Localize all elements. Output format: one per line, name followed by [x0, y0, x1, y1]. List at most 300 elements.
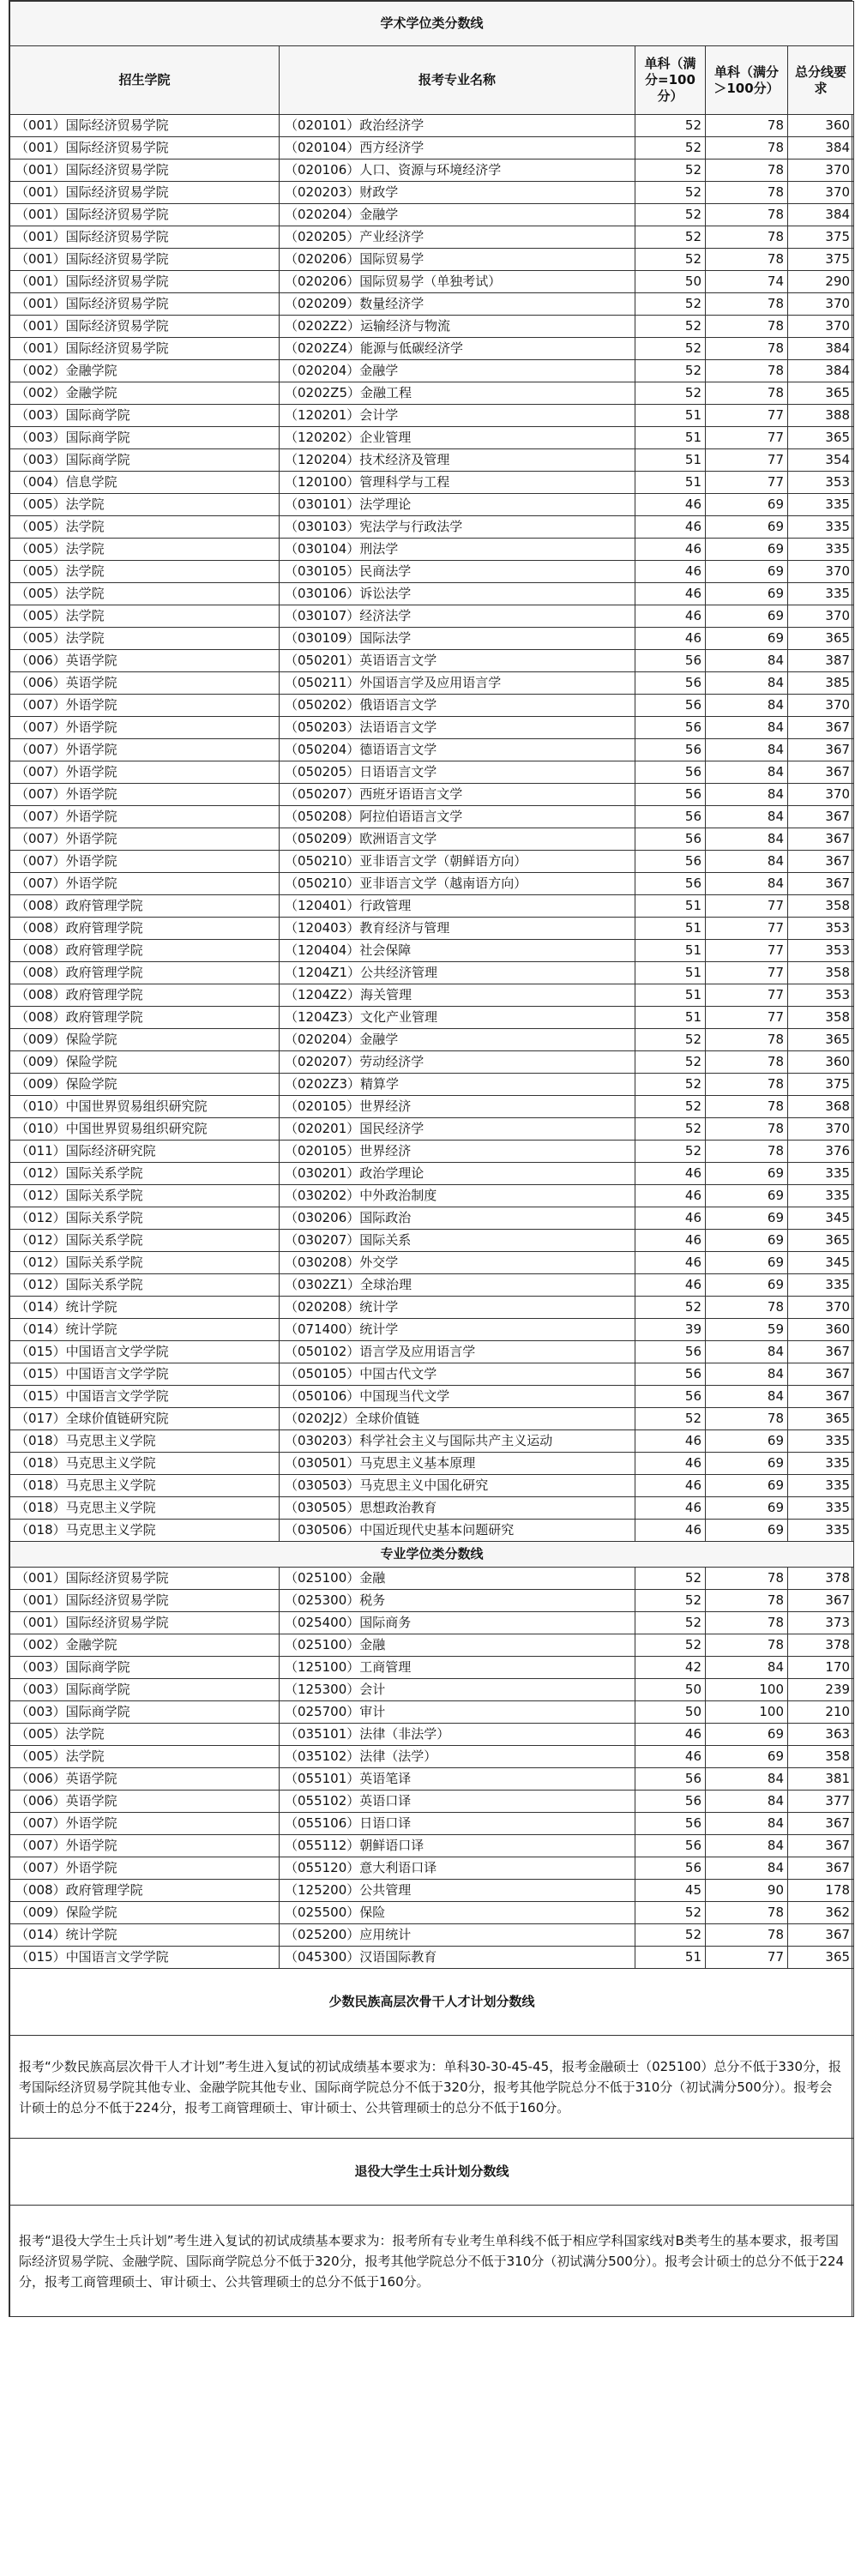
cell-college: （001）国际经济贸易学院: [10, 249, 280, 271]
table-row: [10, 137, 854, 159]
cell-total: 370: [788, 182, 854, 204]
cell-single-100: 46: [635, 1520, 706, 1542]
cell-major: （030105）民商法学: [280, 561, 635, 583]
cell-single-over-100: 69: [706, 583, 788, 605]
cell-total: 387: [788, 650, 854, 672]
cell-single-over-100: 84: [706, 1386, 788, 1408]
cell-college: （002）金融学院: [10, 1634, 280, 1657]
cell-single-over-100: 78: [706, 1141, 788, 1163]
table-row: [10, 784, 854, 806]
cell-single-100: 52: [635, 1141, 706, 1163]
cell-total: 370: [788, 784, 854, 806]
cell-total: 385: [788, 672, 854, 695]
cell-single-over-100: 69: [706, 1185, 788, 1207]
cell-single-100: 56: [635, 873, 706, 895]
table-row: [10, 405, 854, 427]
cell-total: 370: [788, 1118, 854, 1141]
cell-total: 384: [788, 338, 854, 360]
cell-total: 365: [788, 1029, 854, 1051]
cell-single-100: 46: [635, 1475, 706, 1497]
cell-college: （018）马克思主义学院: [10, 1430, 280, 1453]
veteran-section-title: 退役大学生士兵计划分数线: [10, 2139, 854, 2206]
cell-college: （018）马克思主义学院: [10, 1453, 280, 1475]
cell-total: 370: [788, 1297, 854, 1319]
cell-college: （003）国际商学院: [10, 427, 280, 449]
cell-single-100: 50: [635, 1679, 706, 1701]
cell-single-over-100: 78: [706, 1096, 788, 1118]
cell-single-over-100: 69: [706, 539, 788, 561]
cell-single-over-100: 69: [706, 1746, 788, 1768]
cell-total: 378: [788, 1568, 854, 1590]
cell-single-over-100: 90: [706, 1880, 788, 1902]
cell-single-over-100: 77: [706, 472, 788, 494]
cell-single-over-100: 77: [706, 405, 788, 427]
cell-single-over-100: 84: [706, 851, 788, 873]
cell-single-over-100: 77: [706, 918, 788, 940]
table-row: [10, 1319, 854, 1341]
cell-college: （005）法学院: [10, 539, 280, 561]
cell-single-over-100: 69: [706, 1520, 788, 1542]
table-row: [10, 650, 854, 672]
cell-college: （008）政府管理学院: [10, 962, 280, 984]
cell-major: （020206）国际贸易学: [280, 249, 635, 271]
cell-major: （0202J2）全球价值链: [280, 1408, 635, 1430]
cell-single-over-100: 77: [706, 1007, 788, 1029]
table-row: [10, 1297, 854, 1319]
table-row: [10, 1341, 854, 1363]
cell-major: （020105）世界经济: [280, 1096, 635, 1118]
cell-single-100: 56: [635, 806, 706, 828]
cell-total: 360: [788, 1051, 854, 1074]
cell-single-over-100: 69: [706, 605, 788, 628]
cell-major: （050202）俄语语言文学: [280, 695, 635, 717]
cell-major: （020104）西方经济学: [280, 137, 635, 159]
cell-college: （018）马克思主义学院: [10, 1475, 280, 1497]
cell-major: （120403）教育经济与管理: [280, 918, 635, 940]
cell-major: （0302Z1）全球治理: [280, 1274, 635, 1297]
cell-total: 373: [788, 1612, 854, 1634]
cell-single-over-100: 74: [706, 271, 788, 293]
table-row: [10, 1612, 854, 1634]
cell-major: （1204Z1）公共经济管理: [280, 962, 635, 984]
cell-major: （050106）中国现当代文学: [280, 1386, 635, 1408]
cell-college: （001）国际经济贸易学院: [10, 204, 280, 226]
cell-single-100: 56: [635, 1791, 706, 1813]
cell-single-100: 52: [635, 204, 706, 226]
table-row: [10, 382, 854, 405]
table-row: [10, 940, 854, 962]
cell-major: （0202Z4）能源与低碳经济学: [280, 338, 635, 360]
cell-college: （012）国际关系学院: [10, 1207, 280, 1230]
cell-single-100: 52: [635, 1568, 706, 1590]
cell-college: （006）英语学院: [10, 1791, 280, 1813]
cell-college: （007）外语学院: [10, 717, 280, 739]
cell-total: 370: [788, 159, 854, 182]
cell-total: 178: [788, 1880, 854, 1902]
veteran-note-row: [10, 2206, 854, 2317]
table-row: [10, 249, 854, 271]
table-row: [10, 1520, 854, 1542]
cell-major: （025200）应用统计: [280, 1924, 635, 1947]
cell-major: （050204）德语语言文学: [280, 739, 635, 761]
cell-major: （020105）世界经济: [280, 1141, 635, 1163]
cell-single-100: 52: [635, 382, 706, 405]
cell-total: 358: [788, 962, 854, 984]
cell-single-over-100: 84: [706, 672, 788, 695]
table-row: [10, 449, 854, 472]
table-row: [10, 1074, 854, 1096]
cell-college: （007）外语学院: [10, 1813, 280, 1835]
cell-single-100: 46: [635, 628, 706, 650]
cell-single-100: 56: [635, 1386, 706, 1408]
cell-single-over-100: 78: [706, 293, 788, 316]
cell-major: （020205）产业经济学: [280, 226, 635, 249]
table-row: [10, 293, 854, 316]
cell-total: 360: [788, 1319, 854, 1341]
cell-major: （020204）金融学: [280, 204, 635, 226]
header-single-100: 单科（满分=100分）: [635, 46, 706, 115]
cell-college: （012）国际关系学院: [10, 1252, 280, 1274]
table-row: [10, 1724, 854, 1746]
cell-total: 335: [788, 1453, 854, 1475]
cell-single-over-100: 69: [706, 1724, 788, 1746]
table-row: [10, 427, 854, 449]
cell-single-100: 51: [635, 984, 706, 1007]
cell-single-over-100: 78: [706, 1297, 788, 1319]
cell-single-100: 42: [635, 1657, 706, 1679]
cell-single-100: 51: [635, 895, 706, 918]
cell-major: （050102）语言学及应用语言学: [280, 1341, 635, 1363]
cell-single-100: 46: [635, 494, 706, 516]
table-row: [10, 1924, 854, 1947]
cell-major: （120204）技术经济及管理: [280, 449, 635, 472]
score-table-sheet: [9, 0, 852, 2317]
cell-total: 335: [788, 1497, 854, 1520]
cell-college: （005）法学院: [10, 1724, 280, 1746]
cell-total: 384: [788, 360, 854, 382]
cell-college: （014）统计学院: [10, 1924, 280, 1947]
cell-single-100: 52: [635, 1096, 706, 1118]
cell-major: （030101）法学理论: [280, 494, 635, 516]
cell-major: （035102）法律（法学）: [280, 1746, 635, 1768]
cell-major: （125100）工商管理: [280, 1657, 635, 1679]
cell-single-100: 52: [635, 1029, 706, 1051]
cell-single-over-100: 78: [706, 1029, 788, 1051]
cell-college: （010）中国世界贸易组织研究院: [10, 1118, 280, 1141]
cell-single-over-100: 69: [706, 1274, 788, 1297]
cell-college: （001）国际经济贸易学院: [10, 338, 280, 360]
cell-single-100: 51: [635, 1007, 706, 1029]
cell-college: （008）政府管理学院: [10, 1007, 280, 1029]
cell-single-over-100: 69: [706, 1430, 788, 1453]
cell-single-100: 56: [635, 1835, 706, 1857]
cell-total: 335: [788, 1185, 854, 1207]
professional-rows: [10, 1568, 854, 1969]
cell-single-over-100: 78: [706, 338, 788, 360]
cell-college: （001）国际经济贸易学院: [10, 226, 280, 249]
cell-major: （025100）金融: [280, 1568, 635, 1590]
minority-note-row: [10, 2036, 854, 2139]
cell-college: （015）中国语言文学学院: [10, 1341, 280, 1363]
cell-single-over-100: 69: [706, 516, 788, 539]
cell-single-over-100: 84: [706, 1341, 788, 1363]
cell-single-over-100: 84: [706, 761, 788, 784]
cell-single-100: 52: [635, 1051, 706, 1074]
table-row: [10, 672, 854, 695]
veteran-section-title-row: [10, 2139, 854, 2206]
cell-college: （009）保险学院: [10, 1902, 280, 1924]
cell-single-over-100: 78: [706, 1051, 788, 1074]
cell-single-over-100: 78: [706, 137, 788, 159]
cell-total: 353: [788, 472, 854, 494]
cell-single-over-100: 78: [706, 1634, 788, 1657]
cell-total: 353: [788, 984, 854, 1007]
cell-single-100: 56: [635, 1813, 706, 1835]
cell-single-over-100: 77: [706, 984, 788, 1007]
cell-single-100: 52: [635, 293, 706, 316]
cell-college: （005）法学院: [10, 583, 280, 605]
cell-single-over-100: 100: [706, 1701, 788, 1724]
cell-total: 239: [788, 1679, 854, 1701]
cell-total: 367: [788, 717, 854, 739]
cell-major: （0202Z5）金融工程: [280, 382, 635, 405]
cell-single-over-100: 84: [706, 1857, 788, 1880]
cell-single-over-100: 69: [706, 494, 788, 516]
cell-college: （003）国际商学院: [10, 405, 280, 427]
cell-single-100: 56: [635, 1363, 706, 1386]
cell-college: （012）国际关系学院: [10, 1185, 280, 1207]
cell-single-100: 50: [635, 1701, 706, 1724]
cell-single-100: 51: [635, 449, 706, 472]
cell-college: （015）中国语言文学学院: [10, 1386, 280, 1408]
table-row: [10, 1453, 854, 1475]
professional-section-title-row: [10, 1542, 854, 1568]
table-row: [10, 561, 854, 583]
cell-major: （025700）审计: [280, 1701, 635, 1724]
cell-major: （055106）日语口译: [280, 1813, 635, 1835]
cell-total: 367: [788, 1835, 854, 1857]
cell-single-100: 46: [635, 1252, 706, 1274]
cell-major: （020206）国际贸易学（单独考试）: [280, 271, 635, 293]
cell-single-100: 52: [635, 1902, 706, 1924]
cell-major: （030103）宪法学与行政法学: [280, 516, 635, 539]
cell-single-over-100: 78: [706, 382, 788, 405]
cell-single-100: 46: [635, 1430, 706, 1453]
cell-college: （017）全球价值链研究院: [10, 1408, 280, 1430]
cell-single-100: 56: [635, 672, 706, 695]
table-row: [10, 472, 854, 494]
cell-single-100: 56: [635, 717, 706, 739]
cell-major: （045300）汉语国际教育: [280, 1947, 635, 1969]
cell-college: （015）中国语言文学学院: [10, 1363, 280, 1386]
cell-college: （003）国际商学院: [10, 1701, 280, 1724]
cell-college: （012）国际关系学院: [10, 1163, 280, 1185]
cell-single-over-100: 78: [706, 360, 788, 382]
cell-college: （010）中国世界贸易组织研究院: [10, 1096, 280, 1118]
cell-major: （050205）日语语言文学: [280, 761, 635, 784]
cell-college: （007）外语学院: [10, 806, 280, 828]
table-row: [10, 360, 854, 382]
cell-single-over-100: 69: [706, 1163, 788, 1185]
cell-single-over-100: 78: [706, 316, 788, 338]
cell-major: （030505）思想政治教育: [280, 1497, 635, 1520]
cell-major: （1204Z2）海关管理: [280, 984, 635, 1007]
cell-single-over-100: 84: [706, 1791, 788, 1813]
cell-total: 370: [788, 316, 854, 338]
cell-total: 375: [788, 226, 854, 249]
cell-total: 358: [788, 1007, 854, 1029]
cell-college: （014）统计学院: [10, 1319, 280, 1341]
cell-single-100: 52: [635, 115, 706, 137]
cell-single-over-100: 84: [706, 650, 788, 672]
cell-single-100: 56: [635, 1857, 706, 1880]
cell-single-over-100: 78: [706, 1902, 788, 1924]
cell-total: 354: [788, 449, 854, 472]
table-row: [10, 204, 854, 226]
table-row: [10, 539, 854, 561]
veteran-note-text: 报考“退役大学生士兵计划”考生进入复试的初试成绩基本要求为：报考所有专业考生单科线不低于相应学科国家线对B类考生的基本要求，报考国际经济贸易学院、金融学院、国际商学院总分不低于320分，报考其他学院总分不低于310分（初试满分500分）。报考会计硕士的总分不低于224分，报考工商管理硕士、审计硕士、公共管理硕士的总分不低于160分。: [10, 2206, 854, 2317]
cell-major: （030109）国际法学: [280, 628, 635, 650]
cell-total: 367: [788, 806, 854, 828]
cell-single-over-100: 84: [706, 1813, 788, 1835]
cell-single-100: 56: [635, 739, 706, 761]
cell-total: 381: [788, 1768, 854, 1791]
cell-college: （011）国际经济研究院: [10, 1141, 280, 1163]
cell-single-100: 52: [635, 1408, 706, 1430]
cell-major: （050209）欧洲语言文学: [280, 828, 635, 851]
cell-college: （003）国际商学院: [10, 449, 280, 472]
cell-college: （003）国际商学院: [10, 1657, 280, 1679]
cell-single-over-100: 78: [706, 182, 788, 204]
cell-single-over-100: 69: [706, 1207, 788, 1230]
cell-single-100: 52: [635, 1118, 706, 1141]
cell-total: 335: [788, 1520, 854, 1542]
cell-major: （120401）行政管理: [280, 895, 635, 918]
cell-single-100: 51: [635, 427, 706, 449]
table-row: [10, 1768, 854, 1791]
cell-major: （050211）外国语言学及应用语言学: [280, 672, 635, 695]
cell-college: （003）国际商学院: [10, 1679, 280, 1701]
table-row: [10, 1791, 854, 1813]
table-row: [10, 1386, 854, 1408]
cell-college: （008）政府管理学院: [10, 918, 280, 940]
table-row: [10, 628, 854, 650]
cell-total: 335: [788, 1475, 854, 1497]
cell-college: （014）统计学院: [10, 1297, 280, 1319]
table-row: [10, 226, 854, 249]
cell-total: 367: [788, 851, 854, 873]
cell-total: 365: [788, 382, 854, 405]
cell-single-over-100: 84: [706, 695, 788, 717]
table-row: [10, 1701, 854, 1724]
cell-single-over-100: 69: [706, 628, 788, 650]
cell-college: （001）国际经济贸易学院: [10, 159, 280, 182]
cell-college: （012）国际关系学院: [10, 1230, 280, 1252]
cell-college: （018）马克思主义学院: [10, 1497, 280, 1520]
cell-total: 388: [788, 405, 854, 427]
table-row: [10, 895, 854, 918]
cell-single-over-100: 78: [706, 226, 788, 249]
cell-total: 365: [788, 628, 854, 650]
table-row: [10, 1835, 854, 1857]
cell-major: （071400）统计学: [280, 1319, 635, 1341]
cell-major: （030208）外交学: [280, 1252, 635, 1274]
table-row: [10, 605, 854, 628]
cell-major: （050105）中国古代文学: [280, 1363, 635, 1386]
table-row: [10, 1947, 854, 1969]
table-row: [10, 1902, 854, 1924]
cell-single-over-100: 78: [706, 1408, 788, 1430]
cell-total: 335: [788, 1163, 854, 1185]
cell-major: （050203）法语语言文学: [280, 717, 635, 739]
cell-single-100: 52: [635, 137, 706, 159]
cell-college: （001）国际经济贸易学院: [10, 1568, 280, 1590]
table-row: [10, 918, 854, 940]
cell-college: （002）金融学院: [10, 382, 280, 405]
cell-major: （030506）中国近现代史基本问题研究: [280, 1520, 635, 1542]
cell-major: （055112）朝鲜语口译: [280, 1835, 635, 1857]
cell-single-100: 46: [635, 1163, 706, 1185]
table-row: [10, 1657, 854, 1679]
table-row: [10, 1363, 854, 1386]
table-row: [10, 1746, 854, 1768]
table-row: [10, 1163, 854, 1185]
cell-single-100: 51: [635, 918, 706, 940]
cell-major: （020207）劳动经济学: [280, 1051, 635, 1074]
cell-major: （030503）马克思主义中国化研究: [280, 1475, 635, 1497]
cell-major: （020106）人口、资源与环境经济学: [280, 159, 635, 182]
cell-college: （007）外语学院: [10, 761, 280, 784]
cell-total: 362: [788, 1902, 854, 1924]
cell-single-100: 52: [635, 1590, 706, 1612]
table-row: [10, 962, 854, 984]
cell-total: 384: [788, 204, 854, 226]
cell-major: （030206）国际政治: [280, 1207, 635, 1230]
cell-total: 290: [788, 271, 854, 293]
cell-single-over-100: 77: [706, 1947, 788, 1969]
header-major: 报考专业名称: [280, 46, 635, 115]
cell-single-over-100: 69: [706, 1230, 788, 1252]
cell-single-100: 52: [635, 159, 706, 182]
cell-major: （055102）英语口译: [280, 1791, 635, 1813]
cell-single-100: 56: [635, 761, 706, 784]
cell-single-100: 46: [635, 605, 706, 628]
cell-single-over-100: 59: [706, 1319, 788, 1341]
cell-total: 365: [788, 1408, 854, 1430]
cell-major: （050201）英语语言文学: [280, 650, 635, 672]
cell-total: 335: [788, 494, 854, 516]
cell-total: 367: [788, 828, 854, 851]
cell-single-100: 46: [635, 1746, 706, 1768]
cell-single-100: 52: [635, 316, 706, 338]
cell-major: （030201）政治学理论: [280, 1163, 635, 1185]
cell-college: （005）法学院: [10, 1746, 280, 1768]
cell-single-over-100: 77: [706, 940, 788, 962]
cell-total: 376: [788, 1141, 854, 1163]
table-row: [10, 316, 854, 338]
cell-single-100: 46: [635, 1207, 706, 1230]
cell-major: （120202）企业管理: [280, 427, 635, 449]
cell-total: 365: [788, 1947, 854, 1969]
cell-college: （005）法学院: [10, 561, 280, 583]
cell-single-over-100: 78: [706, 1924, 788, 1947]
table-row: [10, 494, 854, 516]
cell-college: （001）国际经济贸易学院: [10, 293, 280, 316]
cell-college: （001）国际经济贸易学院: [10, 137, 280, 159]
cell-single-100: 51: [635, 940, 706, 962]
table-row: [10, 159, 854, 182]
cell-single-100: 56: [635, 650, 706, 672]
